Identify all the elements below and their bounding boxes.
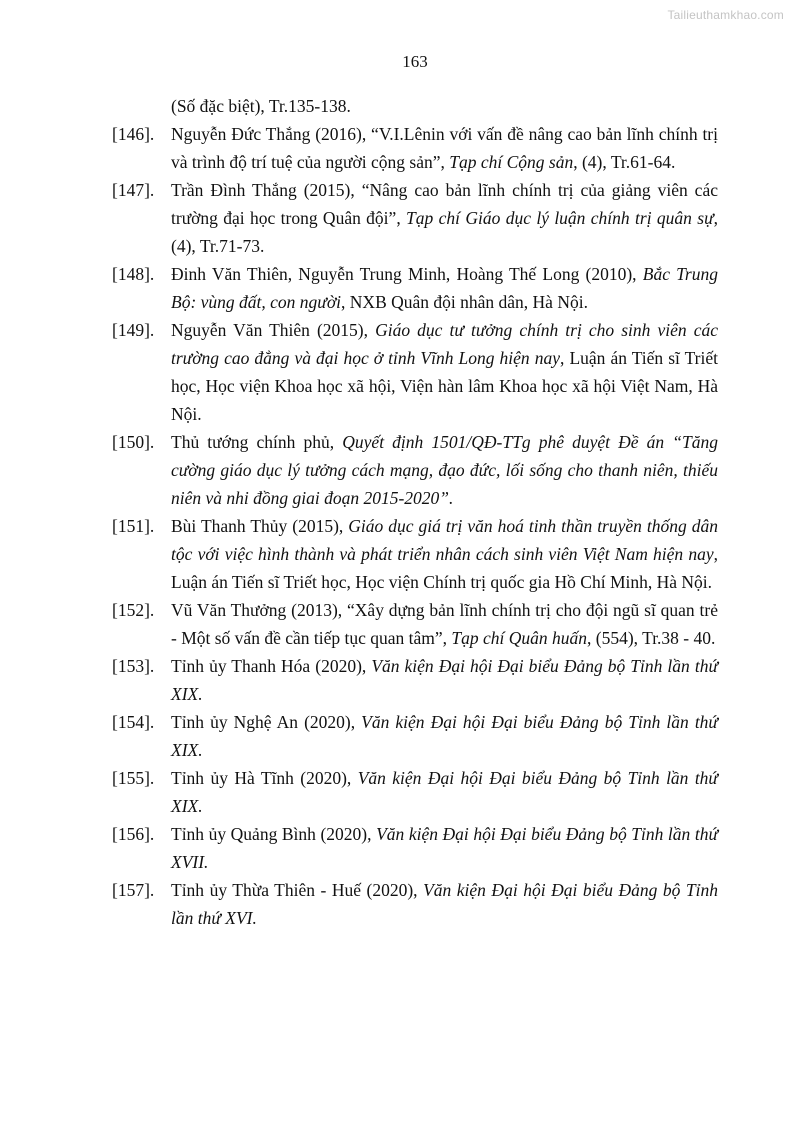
reference-text: Tỉnh ủy Nghệ An (2020), Văn kiện Đại hội Đại biểu Đảng bộ Tỉnh lần thứ XIX. (171, 712, 718, 760)
reference-text: Nguyễn Đức Thắng (2016), “V.I.Lênin với vấn đề nâng cao bản lĩnh chính trị và trình độ trí tuệ của người cộng sản”, Tạp chí Cộng sản, (4), Tr.61-64. (171, 124, 718, 172)
reference-entry (112, 652, 718, 708)
reference-number: [148]. (112, 264, 155, 284)
reference-text: Trần Đình Thắng (2015), “Nâng cao bản lĩnh chính trị của giảng viên các trường đại học trong Quân đội”, Tạp chí Giáo dục lý luận chính trị quân sự, (4), Tr.71-73. (171, 180, 718, 256)
reference-number: [150]. (112, 432, 155, 452)
reference-entry (112, 820, 718, 876)
reference-text: Thủ tướng chính phủ, Quyết định 1501/QĐ-TTg phê duyệt Đề án “Tăng cường giáo dục lý tưởng cách mạng, đạo đức, lối sống cho thanh niên, thiếu niên và nhi đồng giai đoạn 2015-2020”. (171, 432, 718, 508)
reference-number: [147]. (112, 180, 155, 200)
reference-number: [156]. (112, 824, 155, 844)
reference-entry (112, 876, 718, 932)
reference-title: Tạp chí Giáo dục lý luận chính trị quân sự (406, 208, 714, 228)
reference-title: Tạp chí Cộng sản (449, 152, 574, 172)
reference-text: Bùi Thanh Thủy (2015), Giáo dục giá trị văn hoá tinh thần truyền thống dân tộc với việc hình thành và phát triển nhân cách sinh viên Việt Nam hiện nay, Luận án Tiến sĩ Triết học, Học viện Chính trị quốc gia Hồ Chí Minh, Hà Nội. (171, 516, 718, 592)
reference-title: Văn kiện Đại hội Đại biểu Đảng bộ Tỉnh lần thứ XIX. (171, 656, 718, 704)
reference-title: Tạp chí Quân huấn (451, 628, 588, 648)
reference-number: [153]. (112, 656, 155, 676)
reference-entry (112, 708, 718, 764)
reference-number: [149]. (112, 320, 155, 340)
reference-number: [155]. (112, 768, 155, 788)
reference-text: Tỉnh ủy Quảng Bình (2020), Văn kiện Đại hội Đại biểu Đảng bộ Tỉnh lần thứ XVII. (171, 824, 718, 872)
reference-title: Văn kiện Đại hội Đại biểu Đảng bộ Tỉnh lần thứ XVII. (171, 824, 718, 872)
reference-number: [146]. (112, 124, 155, 144)
reference-text: Tỉnh ủy Thừa Thiên - Huế (2020), Văn kiện Đại hội Đại biểu Đảng bộ Tỉnh lần thứ XVI. (171, 880, 718, 928)
reference-entry (112, 764, 718, 820)
watermark: Tailieuthamkhao.com (667, 8, 784, 22)
reference-title: Văn kiện Đại hội Đại biểu Đảng bộ Tỉnh lần thứ XVI. (171, 880, 718, 928)
reference-number: [157]. (112, 880, 155, 900)
reference-entry (112, 260, 718, 316)
reference-text: Nguyễn Văn Thiên (2015), Giáo dục tư tưởng chính trị cho sinh viên các trường cao đẳng và đại học ở tỉnh Vĩnh Long hiện nay, Luận án Tiến sĩ Triết học, Học viện Khoa học xã hội, Viện hàn lâm Khoa học xã hội Việt Nam, Hà Nội. (171, 320, 718, 424)
reference-title: Văn kiện Đại hội Đại biểu Đảng bộ Tỉnh lần thứ XIX. (171, 712, 718, 760)
reference-text: Tỉnh ủy Thanh Hóa (2020), Văn kiện Đại hội Đại biểu Đảng bộ Tỉnh lần thứ XIX. (171, 656, 718, 704)
reference-entry (112, 428, 718, 512)
reference-title: Quyết định 1501/QĐ-TTg phê duyệt Đề án “Tăng cường giáo dục lý tưởng cách mạng, đạo đức, lối sống cho thanh niên, thiếu niên và nhi đồng giai đoạn 2015-2020”. (171, 432, 718, 508)
reference-entry (112, 176, 718, 260)
reference-title: Văn kiện Đại hội Đại biểu Đảng bộ Tỉnh lần thứ XIX. (171, 768, 718, 816)
reference-continuation: (Số đặc biệt), Tr.135-138. (171, 96, 351, 116)
reference-entry (112, 316, 718, 428)
page-number: 163 (402, 52, 428, 71)
reference-entry (112, 596, 718, 652)
reference-title: Bắc Trung Bộ: vùng đất, con người (171, 264, 718, 312)
reference-number: [154]. (112, 712, 155, 732)
reference-title: Giáo dục tư tưởng chính trị cho sinh viên các trường cao đẳng và đại học ở tỉnh Vĩnh Long hiện nay (171, 320, 718, 368)
reference-text: Đinh Văn Thiên, Nguyễn Trung Minh, Hoàng Thế Long (2010), Bắc Trung Bộ: vùng đất, con người, NXB Quân đội nhân dân, Hà Nội. (171, 264, 718, 312)
reference-title: Giáo dục giá trị văn hoá tinh thần truyền thống dân tộc với việc hình thành và phát triển nhân cách sinh viên Việt Nam hiện nay (171, 516, 718, 564)
reference-number: [152]. (112, 600, 155, 620)
reference-list (112, 92, 718, 932)
reference-text: Vũ Văn Thưởng (2013), “Xây dựng bản lĩnh chính trị cho đội ngũ sĩ quan trẻ - Một số vấn đề cần tiếp tục quan tâm”, Tạp chí Quân huấn, (554), Tr.38 - 40. (171, 600, 718, 648)
reference-text: Tỉnh ủy Hà Tĩnh (2020), Văn kiện Đại hội Đại biểu Đảng bộ Tỉnh lần thứ XIX. (171, 768, 718, 816)
reference-entry (112, 120, 718, 176)
reference-entry (112, 512, 718, 596)
reference-number: [151]. (112, 516, 155, 536)
